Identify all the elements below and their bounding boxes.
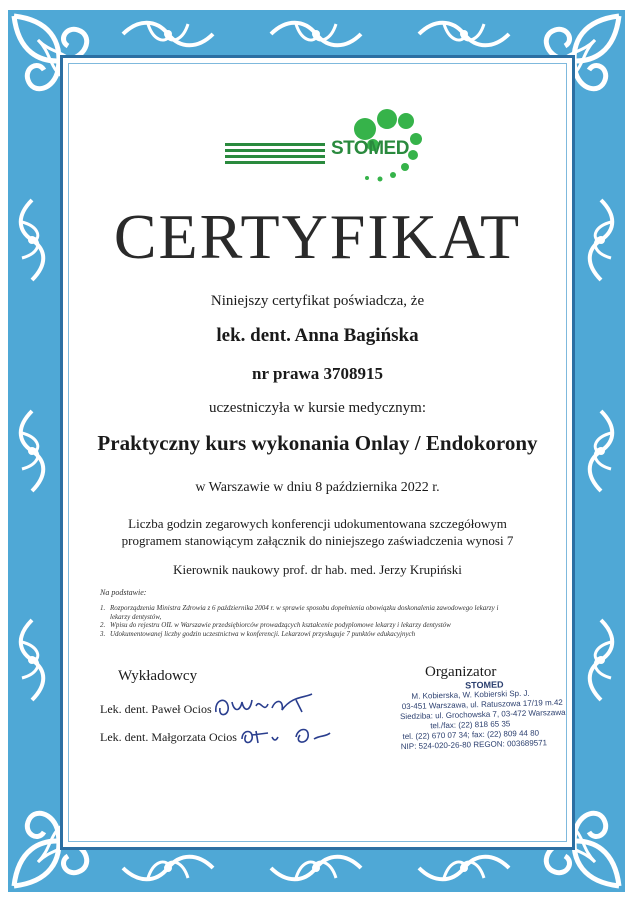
stamp-line: tel. (22) 670 07 34; fax: (22) 809 44 80: [402, 728, 540, 742]
organizer-heading: Organizator: [425, 664, 497, 680]
logo-wordmark: STOMED: [331, 138, 409, 159]
stamp-line: M. Kobierska, W. Kobierski Sp. J.: [411, 688, 530, 701]
intro-text: Niniejszy certyfikat poświadcza, że: [210, 293, 425, 309]
lecturer-signature-2: [238, 723, 333, 747]
list-item: [100, 630, 520, 639]
place-and-date: w Warszawie w dniu 8 października 2022 r.: [195, 480, 440, 495]
list-item-number: 3.: [100, 629, 106, 638]
list-item: [100, 621, 520, 630]
stamp-line: Siedziba: ul. Grochowska 7, 03-472 Warszawa: [399, 707, 566, 722]
recipient-name: lek. dent. Anna Bagińska: [216, 325, 419, 346]
legal-basis-heading: Na podstawie:: [100, 588, 147, 597]
list-item-text: Rozporządzenia Ministra Zdrowia z 6 października 2004 r. w sprawie sposobu dopełnienia obowiązku doskonalenia zawodowego lekarzy i lekarzy dentystów,: [110, 604, 499, 621]
participation-text: uczestniczyła w kursie medycznym:: [208, 400, 426, 416]
list-item-number: 1.: [100, 604, 106, 612]
lecturer-name-2: Lek. dent. Małgorzata Ocios: [100, 730, 237, 744]
organizer-stamp: [399, 678, 566, 752]
list-item-text: Udokumentowanej liczby godzin uczestnictwa w konferencji. Lekarzowi przysługuje 7 punktów edukacyjnych: [110, 629, 416, 638]
stamp-line: NIP: 524-020-26-80 REGON: 003689571: [400, 738, 548, 752]
stamp-line: tel./fax: (22) 818 65 35: [430, 719, 511, 731]
license-number: nr prawa 3708915: [252, 364, 383, 383]
hours-text-line-1: Liczba godzin zegarowych konferencji udokumentowana szczegółowym: [128, 516, 507, 531]
legal-basis-list: [100, 604, 520, 638]
hours-text-line-2: programem stanowiącym załącznik do niniejszego zaświadczenia wynosi 7: [121, 533, 514, 548]
stamp-line: STOMED: [465, 679, 504, 691]
scientific-supervisor: Kierownik naukowy prof. dr hab. med. Jerzy Krupiński: [173, 562, 462, 577]
list-item: [100, 604, 520, 621]
course-title: Praktyczny kurs wykonania Onlay / Endokorony: [97, 431, 538, 455]
lecturer-name-1: Lek. dent. Paweł Ocios: [100, 702, 212, 716]
certificate-title: CERTYFIKAT: [113, 201, 522, 272]
stomed-logo: [225, 105, 430, 185]
list-item-text: Wpisu do rejestru OIL w Warszawie przedsiębiorców prowadzących kształcenie podyplomowe lekarzy i lekarzy dentystów: [110, 621, 451, 629]
lecturers-heading: Wykładowcy: [118, 668, 198, 684]
list-item-number: 2.: [100, 621, 106, 629]
stamp-line: 03-451 Warszawa, ul. Ratuszowa 17/19 m.42: [401, 697, 563, 712]
lecturer-signature-1: [212, 690, 322, 722]
